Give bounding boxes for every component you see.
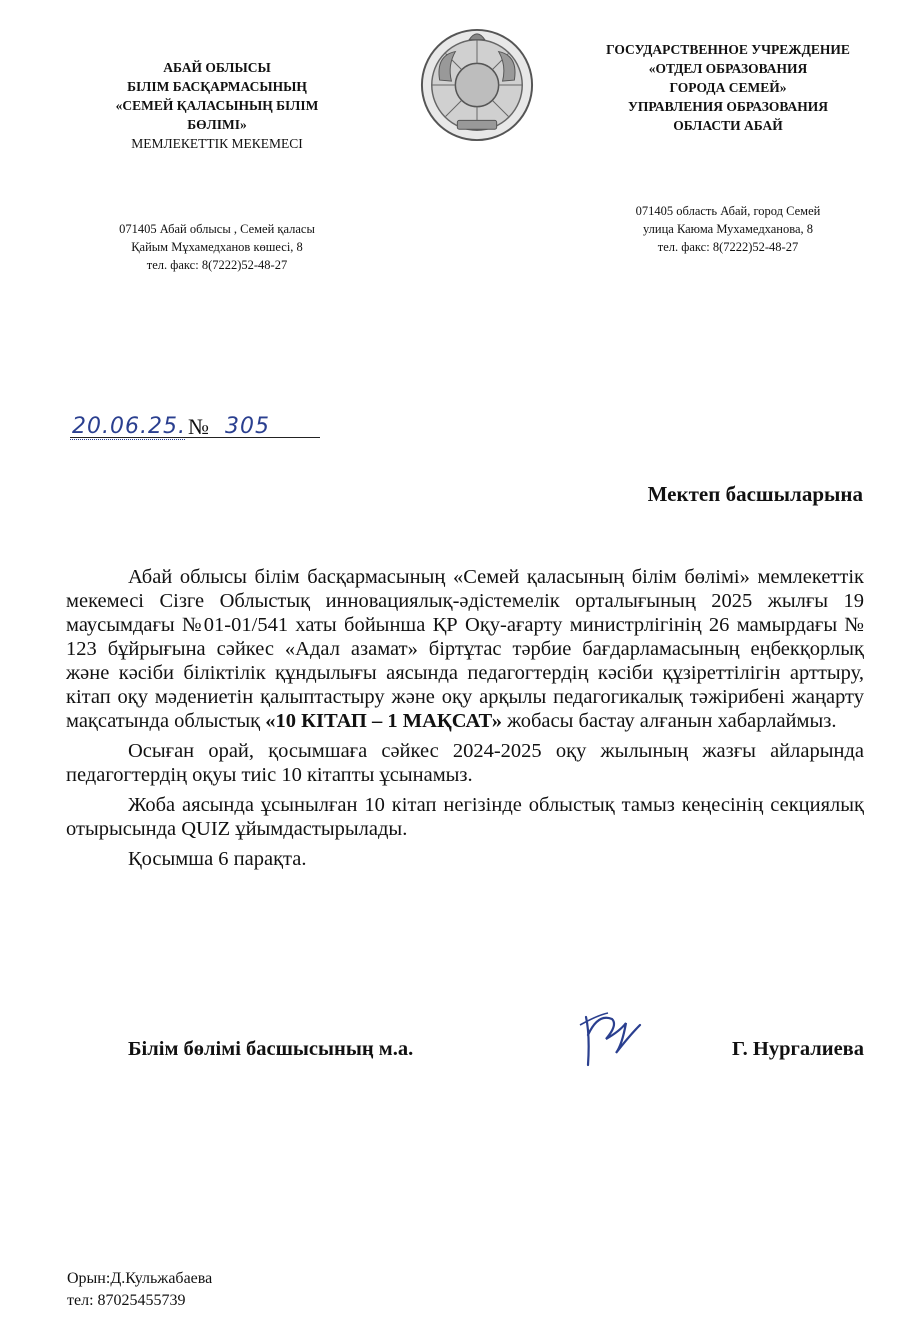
header-right-address bbox=[578, 202, 878, 256]
paragraph-1 bbox=[66, 565, 864, 733]
header-left-address-2: Қайым Мұхамедханов көшесі, 8 bbox=[131, 240, 303, 254]
executor-name: Орын:Д.Кульжабаева bbox=[67, 1270, 213, 1287]
registration-line bbox=[70, 412, 320, 440]
header-left-title-4: БӨЛІМІ» bbox=[187, 117, 247, 132]
project-name: «10 КІТАП – 1 МАҚСАТ» bbox=[265, 710, 502, 732]
header-right-title-1: ГОСУДАРСТВЕННОЕ УЧРЕЖДЕНИЕ bbox=[606, 42, 850, 57]
handwritten-signature-icon bbox=[568, 995, 658, 1085]
registration-date: 20.06.25. bbox=[72, 414, 186, 439]
header-right-title-4: УПРАВЛЕНИЯ ОБРАЗОВАНИЯ bbox=[628, 99, 828, 114]
header-right-title-5: ОБЛАСТИ АБАЙ bbox=[673, 118, 783, 133]
paragraph-1-end: жобасы бастау алғанын хабарлаймыз. bbox=[501, 710, 837, 732]
header-right-address-2: улица Каюма Мухамедханова, 8 bbox=[642, 222, 814, 236]
header-left-address bbox=[58, 220, 376, 274]
registration-number: 305 bbox=[225, 414, 270, 439]
header-left-subtitle: МЕМЛЕКЕТТІК МЕКЕМЕСІ bbox=[131, 136, 303, 151]
signatory-name: Г. Нургалиева bbox=[731, 1038, 864, 1060]
header-left-title-3: «СЕМЕЙ ҚАЛАСЫНЫҢ БІЛІМ bbox=[115, 98, 319, 113]
executor-info bbox=[67, 1268, 212, 1312]
header-left-title-1: АБАЙ ОБЛЫСЫ bbox=[163, 60, 271, 75]
paragraph-4: Қосымша 6 парақта. bbox=[128, 848, 307, 870]
header-right-address-3: тел. факс: 8(7222)52-48-27 bbox=[657, 240, 799, 254]
registration-date-underline bbox=[70, 439, 185, 440]
signatory-title: Білім бөлімі басшысының м.а. bbox=[128, 1038, 414, 1060]
registration-number-label: № bbox=[188, 414, 209, 439]
signature-block bbox=[128, 1035, 864, 1075]
header-left bbox=[58, 58, 376, 272]
letter-body bbox=[66, 565, 864, 877]
header-left-address-1: 071405 Абай облысы , Семей қаласы bbox=[119, 222, 315, 236]
addressee: Мектеп басшыларына bbox=[647, 482, 863, 506]
state-emblem-icon bbox=[418, 26, 536, 144]
executor-phone: тел: 87025455739 bbox=[67, 1292, 186, 1309]
header-left-address-3: тел. факс: 8(7222)52-48-27 bbox=[146, 258, 288, 272]
header-right-title-3: ГОРОДА СЕМЕЙ» bbox=[669, 80, 787, 95]
header-left-title-2: БІЛІМ БАСҚАРМАСЫНЫҢ bbox=[127, 79, 307, 94]
header-right-title-2: «ОТДЕЛ ОБРАЗОВАНИЯ bbox=[648, 61, 808, 76]
paragraph-1-text: Абай облысы білім басқармасының «Семей қаласының білім бөлімі» мемлекеттік мекемесі Сізге Облыстық инновациялық-әдістемелік орталығының 2025 жылғы 19 маусымдағы №01-01/541 хаты бойынша ҚР Оқу-ағарту министрлігінің 26 мамырдағы № 123 бұйрығына сәйкес «Адал азамат» біртұтас тәрбие бағдарламасының еңбекқорлық және кәсіби біліктілік құндылығы аясында педагогтердің кәсіби құзіреттілігін арттыру, кітап оқу мәдениетін қалыптастыру және оқу арқылы педагогикалық тәжірибені жаңарту мақсатында облыстық bbox=[66, 566, 864, 732]
paragraph-3: Жоба аясында ұсынылған 10 кітап негізінде облыстық тамыз кеңесінің секциялық отырысында QUIZ ұйымдастырылады. bbox=[66, 794, 864, 840]
registration-underline bbox=[70, 437, 320, 438]
header-right bbox=[578, 40, 878, 254]
paragraph-2: Осыған орай, қосымшаға сәйкес 2024-2025 оқу жылының жазғы айларында педагогтердің оқуы тиіс 10 кітапты ұсынамыз. bbox=[66, 740, 864, 786]
header-right-address-1: 071405 область Абай, город Семей bbox=[635, 204, 821, 218]
